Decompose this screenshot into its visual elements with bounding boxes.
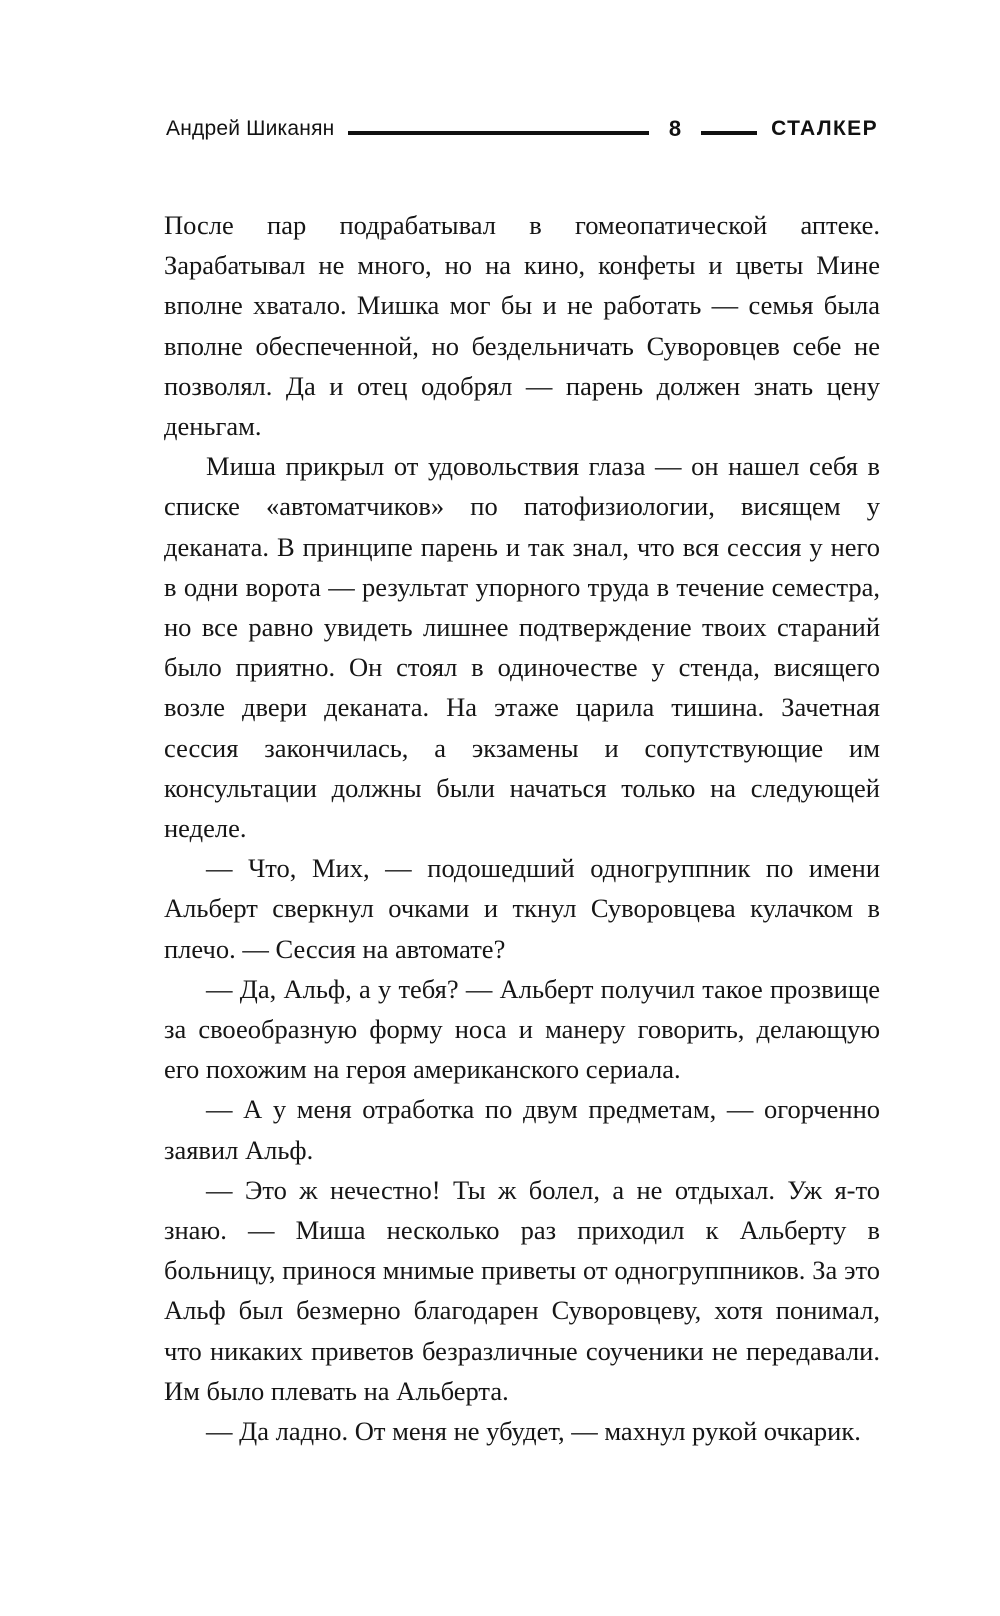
running-head-rule-left — [348, 131, 648, 135]
paragraph: — Что, Мих, — подошедший одногруппник по имени Альберт сверкнул очками и ткнул Суворовцева кулачком в плечо. — Сессия на автомате? — [164, 853, 880, 964]
paragraph: — Да, Альф, а у тебя? — Альберт получил такое прозвище за своеобразную форму носа и манеру говорить, делающую его похожим на героя американского сериала. — [164, 973, 880, 1085]
running-head-book-title: СТАЛКЕР — [771, 117, 878, 140]
body-text — [164, 205, 880, 1451]
running-head-rule-right — [701, 131, 757, 135]
running-head-author: Андрей Шиканян — [166, 117, 335, 140]
paragraph: После пар подрабатывал в гомеопатической аптеке. Зарабатывал не много, но на кино, конфеты и цветы Мине вполне хватало. Мишка мог бы и не работать — семья была вполне обеспеченной, но бездельничать Суворовцев себе не позволял. Да и отец одобрял — парень должен знать цену деньгам. — [164, 210, 880, 442]
paragraph: — А у меня отработка по двум предметам, — огорченно заявил Альф. — [164, 1094, 880, 1165]
running-head — [166, 112, 878, 146]
paragraph: Миша прикрыл от удовольствия глаза — он нашел себя в списке «автоматчиков» по патофизиологии, висящем у деканата. В принципе парень и так знал, что вся сессия у него в одни ворота — результат упорного труда в течение семестра, но все равно увидеть лишнее подтверждение твоих стараний было приятно. Он стоял в одиночестве у стенда, висящего возле двери деканата. На этаже царила тишина. Зачетная сессия закончилась, а экзамены и сопутствующие им консультации должны были начаться только на следующей неделе. — [164, 451, 880, 844]
page-number: 8 — [668, 116, 682, 141]
paragraph: — Да ладно. От меня не убудет, — махнул рукой очкарик. — [206, 1416, 861, 1447]
paragraph: — Это ж нечестно! Ты ж болел, а не отдыхал. Уж я-то знаю. — Миша несколько раз приходил к Альберту в больницу, принося мнимые приветы от одногруппников. За это Альф был безмерно благодарен Суворовцеву, хотя понимал, что никаких приветов безразличные соученики не передавали. Им было плевать на Альберта. — [164, 1174, 880, 1406]
